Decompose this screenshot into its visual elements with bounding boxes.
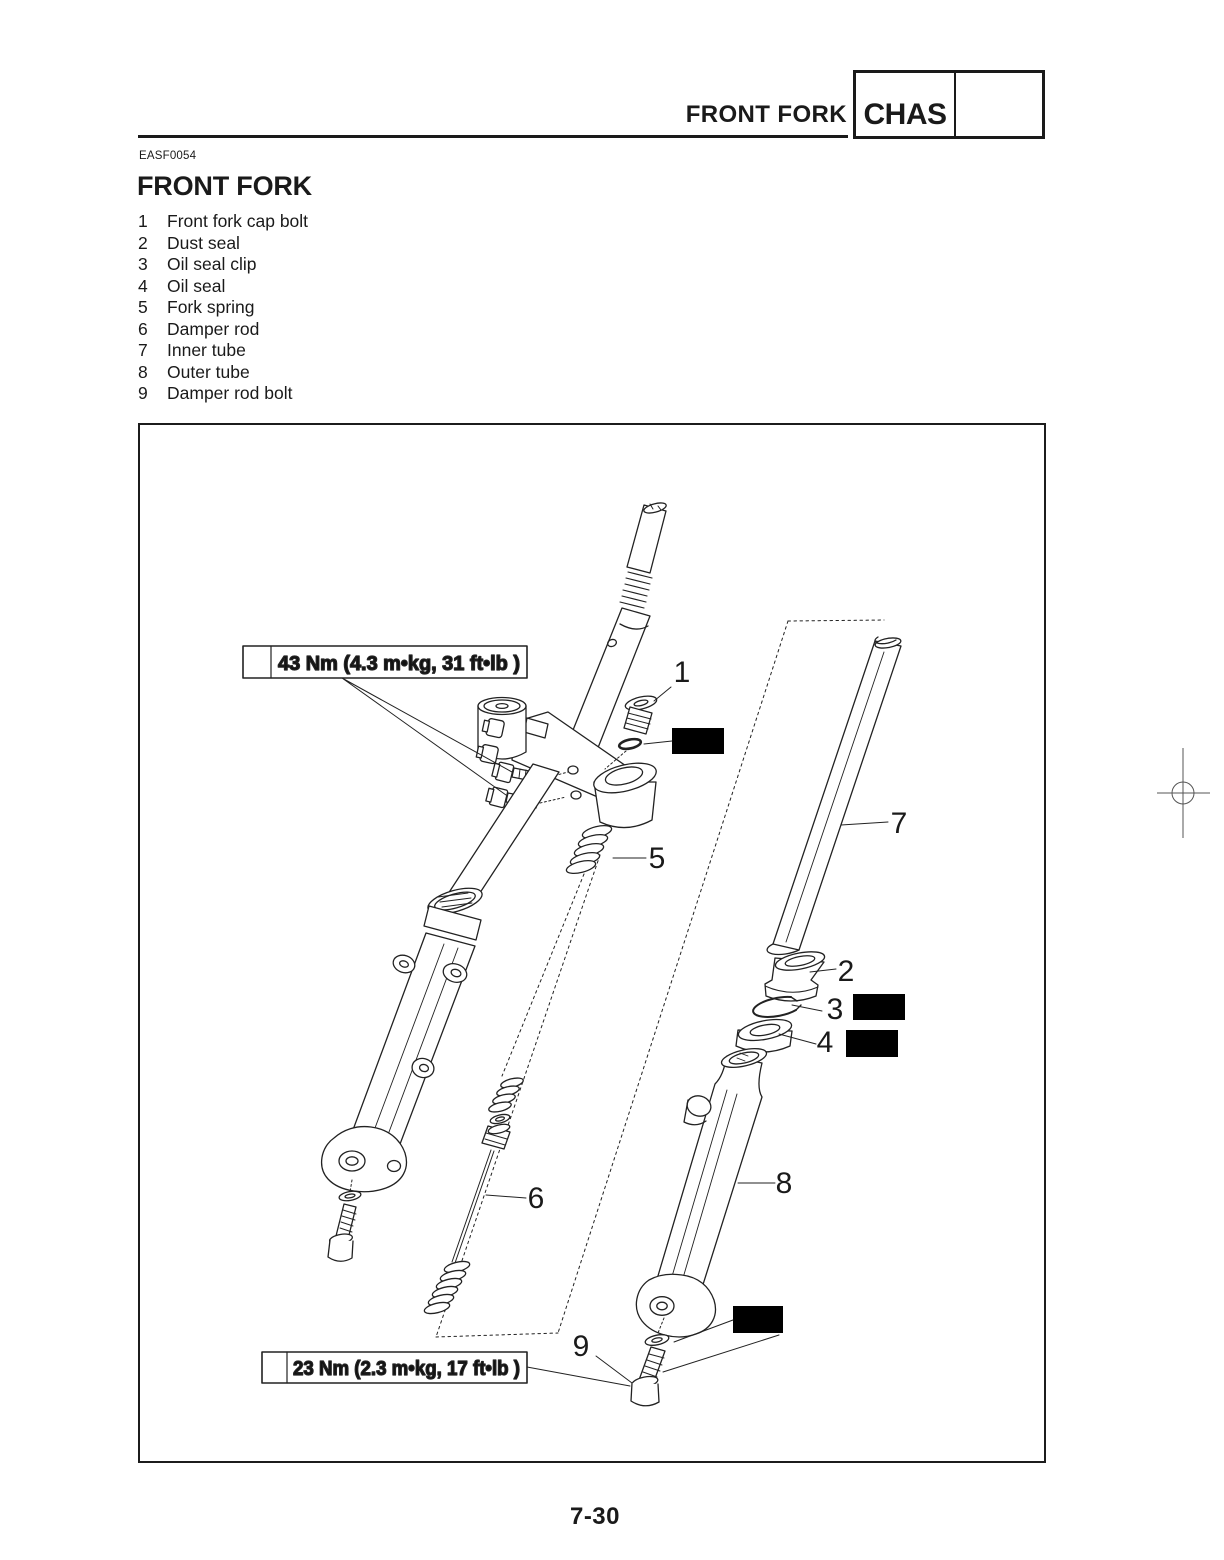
list-item [138, 362, 308, 384]
chapter-code: CHAS [856, 73, 956, 136]
part-number: 5 [138, 297, 148, 317]
running-header-title: FRONT FORK [685, 101, 847, 128]
page-title: FRONT FORK [137, 171, 312, 201]
diagram-frame [138, 423, 1046, 1463]
list-item [138, 276, 308, 298]
page-number: 7-30 [569, 1503, 621, 1530]
chapter-tab [853, 70, 1045, 139]
part-label: Front fork cap bolt [167, 211, 309, 231]
callout-8: 8 [775, 1167, 793, 1200]
part-number: 7 [138, 340, 148, 360]
callout-5: 5 [648, 842, 666, 875]
list-item [138, 233, 308, 255]
part-label: Dust seal [167, 232, 240, 253]
part-number: 4 [138, 275, 148, 296]
part-label: Inner tube [167, 340, 246, 360]
inner-tube [767, 636, 902, 954]
list-item [138, 211, 308, 233]
header-rule [138, 135, 848, 138]
callout-2: 2 [837, 955, 855, 988]
dust-seal [765, 948, 826, 1001]
list-item [138, 297, 308, 319]
steering-stem [561, 501, 667, 768]
doc-code: EASF0054 [139, 150, 197, 162]
damper-rod-bolt [631, 1333, 670, 1406]
callout-6: 6 [527, 1182, 545, 1215]
callout-9: 9 [572, 1330, 590, 1363]
front-fork-cap-bolt [624, 694, 658, 734]
torque-value-upper: 43 Nm (4.3 m•kg, 31 ft•lb ) [278, 653, 520, 675]
callout-3: 3 [826, 993, 844, 1026]
part-label: Damper rod [167, 318, 260, 339]
part-number: 1 [138, 211, 148, 231]
callout-1: 1 [673, 656, 691, 689]
list-item [138, 254, 308, 276]
assembled-fork-leg [322, 764, 559, 1192]
left-leg-washer-and-bolt [328, 1190, 362, 1262]
part-number: 8 [138, 361, 148, 382]
parts-list [138, 211, 308, 405]
part-number: 6 [138, 318, 148, 339]
damper-rod [423, 1076, 524, 1316]
part-number: 2 [138, 232, 148, 253]
stem-threads [620, 572, 652, 608]
list-item [138, 340, 308, 362]
part-number: 3 [138, 254, 148, 274]
o-ring [618, 737, 641, 750]
oil-seal [736, 1016, 793, 1052]
callout-7: 7 [890, 807, 908, 840]
callout-4: 4 [816, 1026, 834, 1059]
registration-mark-icon [1133, 743, 1224, 843]
part-label: Oil seal clip [167, 254, 257, 274]
outer-tube [636, 1045, 768, 1337]
part-label: Fork spring [167, 297, 255, 317]
part-number: 9 [138, 383, 148, 403]
chapter-icon-cell [956, 73, 1042, 136]
list-item [138, 383, 308, 405]
list-item [138, 319, 308, 341]
torque-value-lower: 23 Nm (2.3 m•kg, 17 ft•lb ) [293, 1358, 520, 1380]
part-label: Outer tube [167, 361, 250, 382]
part-label: Oil seal [167, 275, 226, 296]
part-label: Damper rod bolt [167, 383, 293, 403]
exploded-view-drawing [140, 425, 1044, 1461]
fork-spring [565, 823, 613, 876]
